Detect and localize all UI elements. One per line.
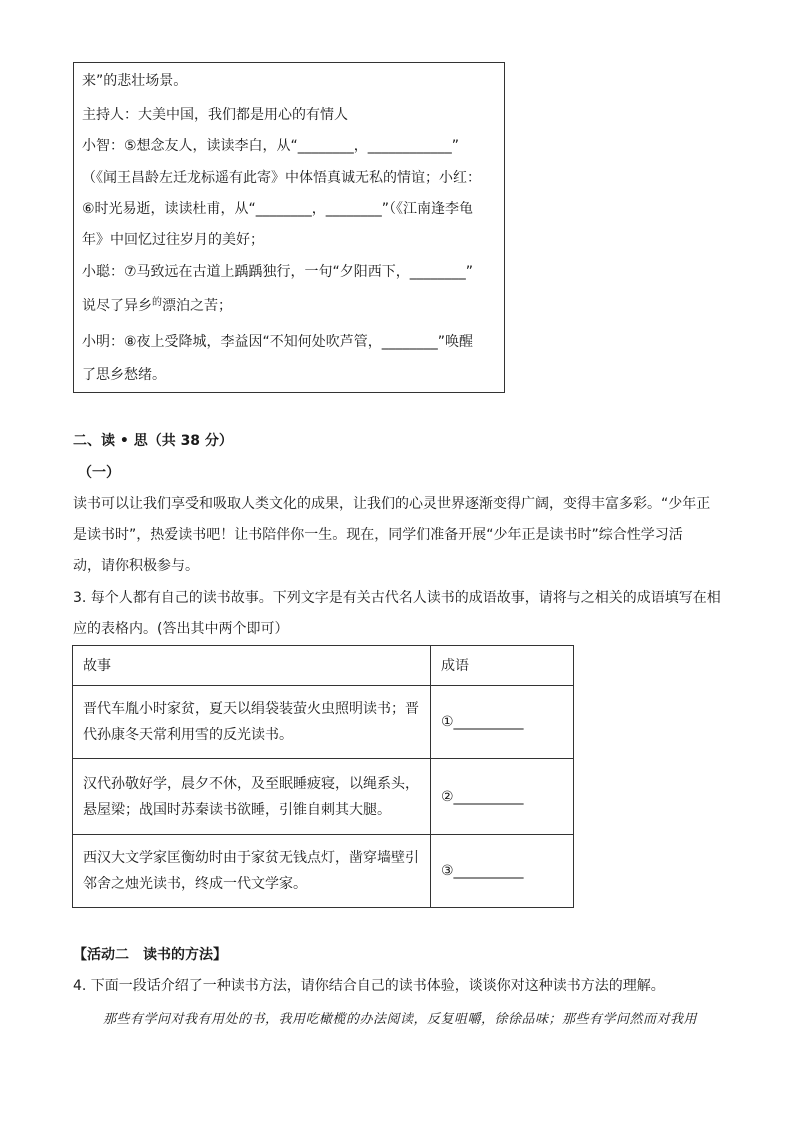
intro-paragraph: 是读书时”，热爱读书吧！让书陪伴你一生。现在，同学们准备开展“少年正是读书时”综合性学习活 bbox=[73, 527, 683, 543]
question-3: 3. 每个人都有自己的读书故事。下列文字是有关古代名人读书的成语故事，请将与之相关的成语填写在相 bbox=[73, 590, 721, 606]
box-line: ⑥时光易逝，读读杜甫，从“________，________”（《江南逢李龟 bbox=[82, 201, 474, 217]
story-cell bbox=[73, 686, 431, 759]
idiom-answer-cell[interactable]: ③__________ bbox=[431, 835, 574, 908]
box-line: 小智：⑤想念友人，读读李白，从“________，____________” bbox=[82, 138, 460, 154]
box-text: 说尽了异乡 bbox=[82, 298, 152, 314]
table-row bbox=[73, 686, 574, 759]
story-text: 悬屋梁；战国时苏秦读书欲睡，引锥自刺其大腿。 bbox=[83, 801, 391, 818]
box-line: 小明：⑧夜上受降城，李益因“不知何处吹芦管，________”唤醒 bbox=[82, 334, 474, 350]
header-story: 故事 bbox=[73, 646, 431, 686]
story-text: 代孙康冬天常利用雪的反光读书。 bbox=[83, 727, 293, 743]
table-row bbox=[73, 759, 574, 835]
section-title: 二、读 • 思（共 38 分） bbox=[73, 433, 233, 449]
box-text: 漂泊之苦； bbox=[162, 298, 232, 314]
intro-paragraph: 读书可以让我们享受和吸取人类文化的成果，让我们的心灵世界逐渐变得广阔，变得丰富多彩。“少年正 bbox=[73, 496, 711, 512]
box-line: 来”的悲壮场景。 bbox=[82, 73, 188, 89]
box-line: 了思乡愁绪。 bbox=[82, 367, 166, 383]
story-text: 邻舍之烛光读书，终成一代文学家。 bbox=[83, 876, 307, 892]
reading-quote: 那些有学问对我有用处的书，我用吃橄榄的办法阅读，反复咀嚼，徐徐品味；那些有学问然而对我用 bbox=[103, 1012, 698, 1027]
story-cell bbox=[73, 835, 431, 908]
story-text: 西汉大文学家匡衡幼时由于家贫无钱点灯，凿穿墙壁引 bbox=[83, 850, 419, 866]
story-cell bbox=[73, 759, 431, 835]
subsection-label: （一） bbox=[78, 465, 120, 481]
box-line bbox=[82, 296, 232, 318]
box-line: 小聪：⑦马致远在古道上踽踽独行，一句“夕阳西下，________” bbox=[82, 264, 474, 280]
table-header-row bbox=[73, 646, 574, 686]
question-3: 应的表格内。(答出其中两个即可） bbox=[73, 621, 289, 637]
idiom-answer-cell[interactable]: ②__________ bbox=[431, 759, 574, 835]
box-line: 年》中回忆过往岁月的美好； bbox=[82, 232, 264, 248]
question-4: 4. 下面一段话介绍了一种读书方法，请你结合自己的读书体验，谈谈你对这种读书方法的理解。 bbox=[73, 978, 665, 994]
table-row bbox=[73, 835, 574, 908]
box-text: 的 bbox=[152, 297, 162, 308]
header-idiom: 成语 bbox=[431, 646, 574, 686]
idiom-answer-cell[interactable]: ①__________ bbox=[431, 686, 574, 759]
box-line: （《闻王昌龄左迁龙标遥有此寄》中体悟真诚无私的情谊；小红： bbox=[82, 170, 481, 186]
activity-title: 【活动二 读书的方法】 bbox=[73, 947, 227, 963]
idiom-table bbox=[72, 645, 574, 908]
poem-activity-box bbox=[73, 62, 505, 393]
story-text: 汉代孙敬好学，晨夕不休，及至眠睡疲寝，以绳系头， bbox=[83, 775, 419, 792]
box-line: 主持人：大美中国，我们都是用心的有情人 bbox=[82, 107, 348, 123]
intro-paragraph: 动，请你积极参与。 bbox=[73, 558, 199, 574]
story-text: 晋代车胤小时家贫，夏天以绢袋装萤火虫照明读书；晋 bbox=[83, 701, 419, 717]
